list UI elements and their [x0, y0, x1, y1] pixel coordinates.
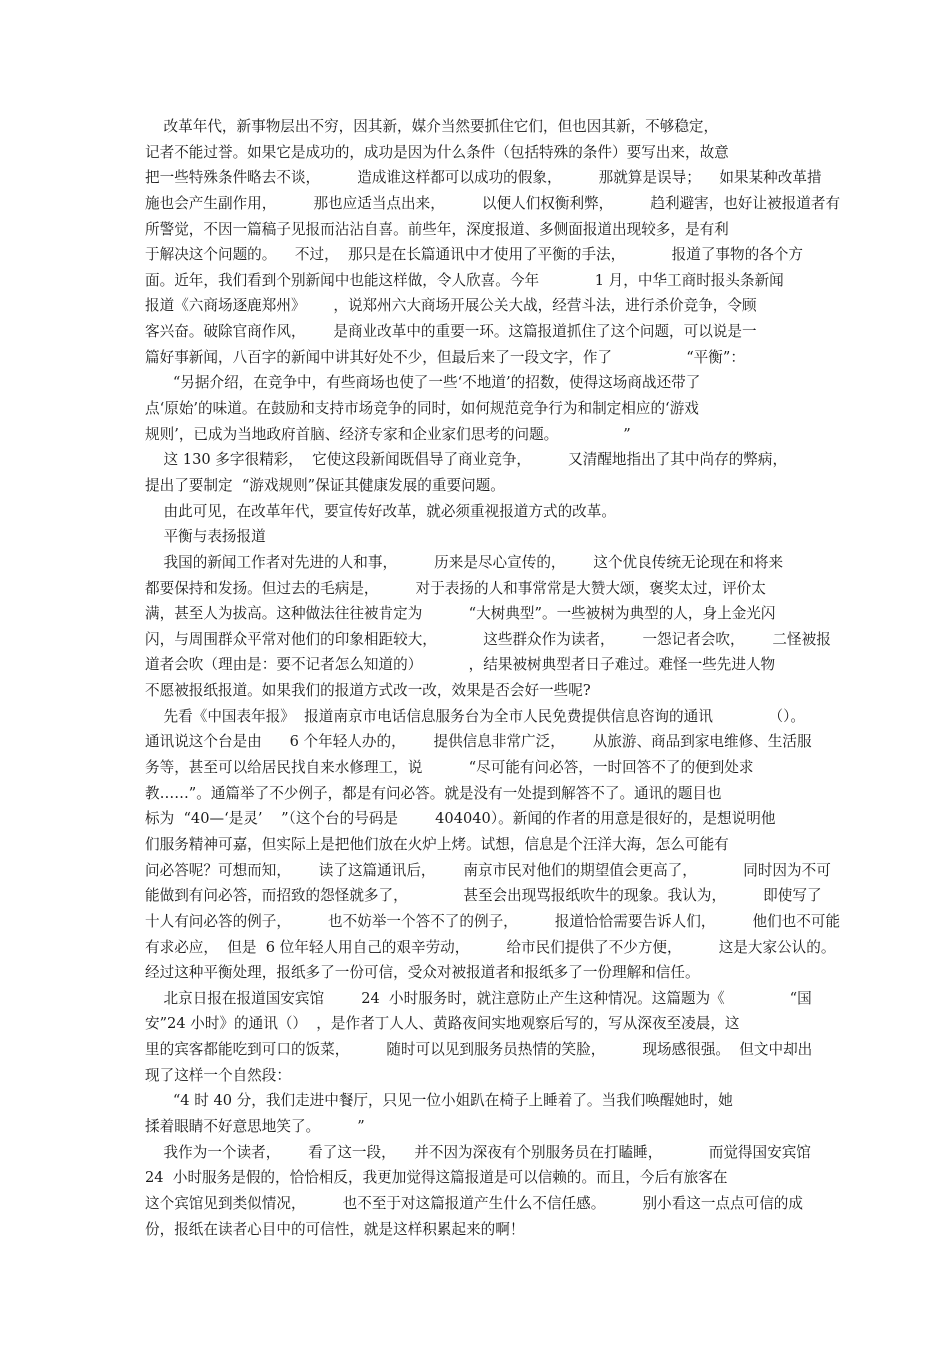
text-line: 这 130 多字很精彩， 它使这段新闻既倡导了商业竞争， 又清醒地指出了其中尚存的弊病，: [145, 451, 788, 469]
text-line: 都要保持和发扬。但过去的毛病是， 对于表扬的人和事常常是大赞大颂，褒奖太过，评价太: [145, 579, 766, 597]
text-line: 由此可见，在改革年代，要宣传好改革，就必须重视报道方式的改革。: [145, 502, 616, 520]
text-line: 道者会吹（理由是：要不记者怎么知道的） ，结果被树典型者日子难过。难怪一些先进人物: [145, 656, 776, 674]
text-line: 务等，甚至可以给居民找自来水修理工，说 “尽可能有问必答，一时回答不了的便到处求: [145, 759, 754, 777]
text-line: 报道《六商场逐鹿郑州》 ，说郑州六大商场开展公关大战，经营斗法，进行杀价竞争，令顾: [145, 297, 757, 315]
text-line: 规则’，已成为当地政府首脑、经济专家和企业家们思考的问题。 ”: [145, 425, 631, 443]
text-line: 这个宾馆见到类似情况， 也不至于对这篇报道产生什么不信任感。 别小看这一点点可信的成: [145, 1194, 803, 1212]
text-line: 先看《中国表年报》 报道南京市电话信息服务台为全市人民免费提供信息咨询的通讯 （）。: [145, 707, 805, 725]
text-line: 我作为一个读者， 看了这一段， 并不因为深夜有个别服务员在打瞌睡， 而觉得国安宾馆: [145, 1143, 811, 1161]
section-heading: 平衡与表扬报道: [145, 528, 266, 546]
text-line: 十人有问必答的例子， 也不妨举一个答不了的例子， 报道恰恰需要告诉人们， 他们也不可能: [145, 912, 841, 930]
text-line: 问必答呢？可想而知， 读了这篇通讯后， 南京市民对他们的期望值会更高了， 同时因为不可: [145, 861, 831, 879]
text-line: 24 小时服务是假的，恰恰相反，我更加觉得这篇报道是可以信赖的。而且，今后有旅客在: [145, 1169, 728, 1187]
text-line: 我国的新闻工作者对先进的人和事， 历来是尽心宣传的， 这个优良传统无论现在和将来: [145, 553, 784, 571]
text-line: “4 时 40 分，我们走进中餐厅，只见一位小姐趴在椅子上睡着了。当我们唤醒她时，她: [145, 1092, 733, 1110]
text-line: 有求必应， 但是 6 位年轻人用自己的艰辛劳动， 给市民们提供了不少方便， 这是大家公认的。: [145, 938, 836, 956]
text-line: 能做到有问必答，而招致的怨怪就多了， 甚至会出现骂报纸吹牛的现象。我认为， 即使写了: [145, 887, 822, 905]
text-line: 于解决这个问题的。 不过， 那只是在长篇通讯中才使用了平衡的手法， 报道了事物的各个方: [145, 246, 803, 264]
text-line: 施也会产生副作用， 那也应适当点出来， 以便人们权衡利弊， 趋利避害，也好让被报道者有: [145, 194, 841, 212]
text-line: 北京日报在报道国安宾馆 24 小时服务时，就注意防止产生这种情况。这篇题为《 “国: [145, 989, 812, 1007]
text-line: 满，甚至人为拔高。这种做法往往被肯定为 “大树典型”。一些被树为典型的人，身上金光闪: [145, 605, 776, 623]
text-line: 们服务精神可嘉，但实际上是把他们放在火炉上烤。试想，信息是个汪洋大海，怎么可能有: [145, 835, 729, 853]
text-line: 闪，与周围群众平常对他们的印象相距较大， 这些群众作为读者， 一怨记者会吹， 二怪被报: [145, 630, 831, 648]
text-line: 通讯说这个台是由 6 个年轻人办的， 提供信息非常广泛， 从旅游、商品到家电维修、生活服: [145, 733, 812, 751]
text-line: 教……”。通篇举了不少例子，都是有问必答。就是没有一处提到解答不了。通讯的题目也: [145, 784, 722, 802]
text-line: 标为 “40—‘是灵’ ”（这个台的号码是 404040）。新闻的作者的用意是很好的，是想说明他: [145, 810, 776, 828]
text-line: 改革年代，新事物层出不穷，因其新，媒介当然要抓住它们，但也因其新，不够稳定，: [145, 118, 719, 135]
text-line: 不愿被报纸报道。如果我们的报道方式改一改，效果是否会好一些呢?: [145, 682, 591, 700]
text-line: 现了这样一个自然段：: [145, 1066, 291, 1084]
text-line: “另据介绍，在竞争中，有些商场也使了一些‘不地道’的招数，使得这场商战还带了: [145, 374, 701, 392]
text-line: 把一些特殊条件略去不谈， 造成谁这样都可以成功的假象， 那就算是误导； 如果某种改革措: [145, 169, 822, 187]
text-line: 份，报纸在读者心目中的可信性，就是这样积累起来的啊！: [145, 1220, 525, 1238]
text-line: 面。近年，我们看到个别新闻中也能这样做，令人欣喜。今年 1 月，中华工商时报头条新闻: [145, 271, 784, 289]
text-line: 经过这种平衡处理，报纸多了一份可信，受众对被报道者和报纸多了一份理解和信任。: [145, 964, 700, 982]
text-line: 里的宾客都能吃到可口的饭菜， 随时可以见到服务员热情的笑脸， 现场感很强。 但文中却出: [145, 1041, 813, 1059]
text-line: 提出了要制定 “游戏规则”保证其健康发展的重要问题。: [145, 476, 505, 494]
text-line: 记者不能过誉。如果它是成功的，成功是因为什么条件（包括特殊的条件）要写出来，故意: [145, 143, 729, 161]
text-line: 安”24 小时》的通讯（） ，是作者丁人人、黄路夜间实地观察后写的，写从深夜至凌晨，这: [145, 1015, 740, 1033]
text-line: 所警觉，不因一篇稿子见报而沾沾自喜。前些年，深度报道、多侧面报道出现较多，是有利: [145, 220, 729, 238]
text-line: 客兴奋。破除官商作风， 是商业改革中的重要一环。这篇报道抓住了这个问题，可以说是一: [145, 323, 757, 341]
text-line: 点‘原始’的味道。在鼓励和支持市场竞争的同时，如何规范竞争行为和制定相应的‘游戏: [145, 400, 699, 418]
text-line: 揉着眼睛不好意思地笑了。 ”: [145, 1117, 365, 1135]
text-line: 篇好事新闻，八百字的新闻中讲其好处不少，但最后来了一段文字，作了 “平衡”：: [145, 348, 745, 366]
article-body: [145, 114, 841, 1242]
